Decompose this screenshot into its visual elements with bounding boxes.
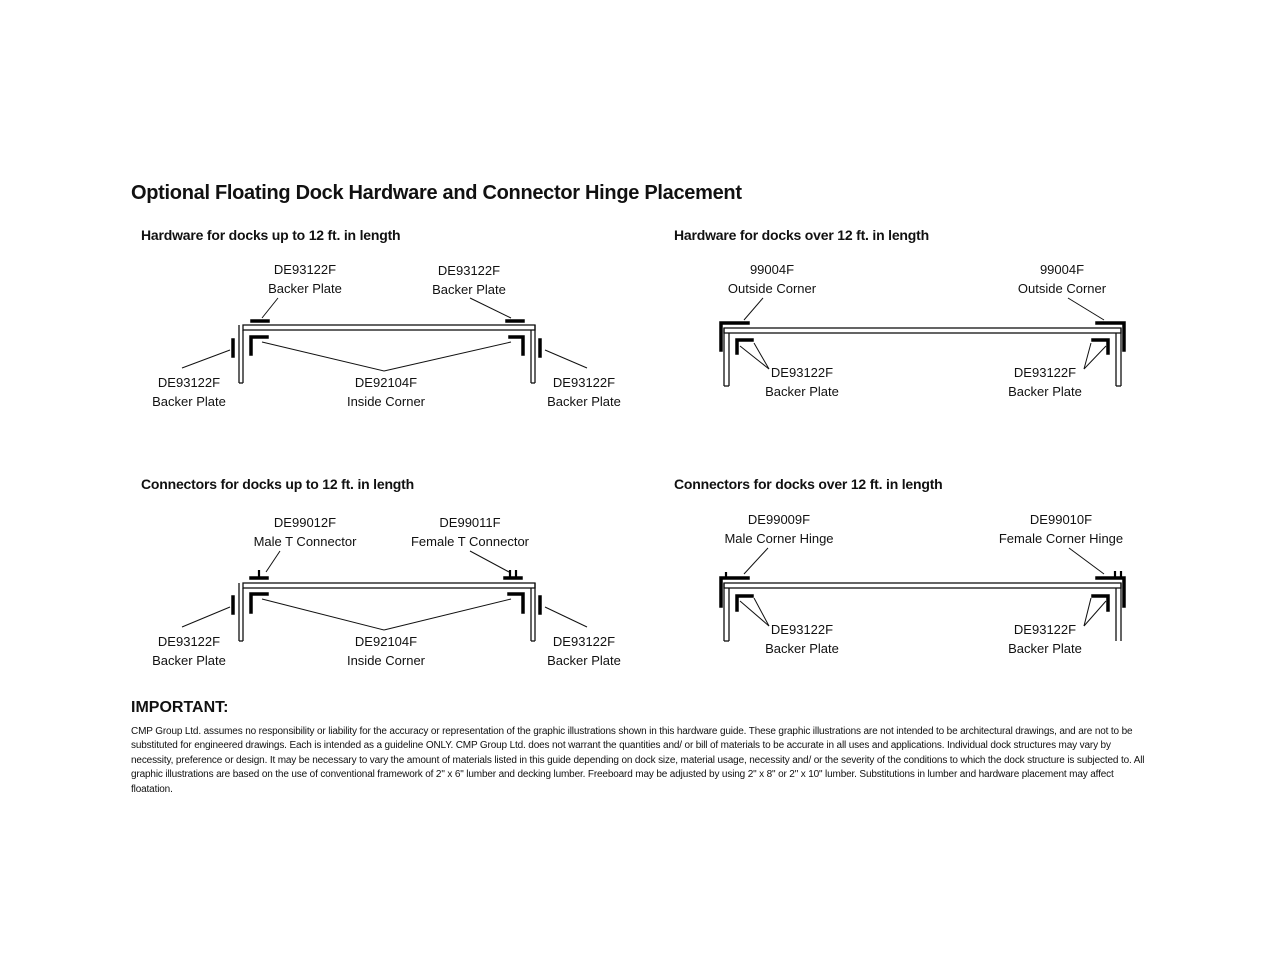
label-top-right-outside-corner — [987, 260, 1137, 298]
outside-corner — [721, 323, 748, 350]
part-code: DE99011F — [439, 515, 501, 530]
label-bottom-left-backer-plate — [727, 620, 877, 658]
label-side-right-backer-plate — [509, 373, 659, 411]
part-name: Backer Plate — [152, 394, 226, 409]
part-name: Inside Corner — [346, 394, 426, 409]
dock-frame-top — [243, 325, 535, 330]
part-code: DE93122F — [552, 375, 616, 390]
label-bottom-right-backer-plate — [970, 620, 1120, 658]
label-inside-corner — [311, 373, 461, 411]
part-code: DE93122F — [157, 634, 221, 649]
label-top-right-backer-plate — [394, 261, 544, 299]
label-inside-corner — [311, 632, 461, 670]
backer-plate — [737, 340, 752, 353]
part-name: Female Corner Hinge — [998, 531, 1124, 546]
part-code: DE93122F — [770, 622, 834, 637]
part-code: DE93122F — [273, 262, 337, 277]
label-female-corner-hinge — [981, 510, 1141, 548]
part-code: DE93122F — [552, 634, 616, 649]
part-code: DE99009F — [747, 512, 811, 527]
inside-corner — [510, 337, 523, 354]
part-name: Male Corner Hinge — [724, 531, 834, 546]
leader-lines — [182, 298, 1106, 630]
subtitle-hardware-short: Hardware for docks up to 12 ft. in length — [141, 227, 401, 243]
part-code: DE99012F — [273, 515, 337, 530]
important-heading: IMPORTANT: — [131, 699, 229, 716]
page-title: Optional Floating Dock Hardware and Connector Hinge Placement — [131, 182, 742, 204]
female-corner-hinge — [1097, 578, 1124, 606]
part-code: DE93122F — [157, 375, 221, 390]
part-code: DE99010F — [1029, 512, 1093, 527]
label-side-left-backer-plate — [114, 632, 264, 670]
part-name: Outside Corner — [727, 281, 817, 296]
part-name: Backer Plate — [432, 282, 506, 297]
part-name: Outside Corner — [1017, 281, 1107, 296]
label-top-left-backer-plate — [230, 260, 380, 298]
part-name: Backer Plate — [547, 394, 621, 409]
subtitle-connectors-short: Connectors for docks up to 12 ft. in length — [141, 476, 414, 492]
important-disclaimer: CMP Group Ltd. assumes no responsibility or liability for the accuracy or representation of the graphic illustrations shown in this hardware guide. These graphic illustrations are not intended to be architectural drawings, and are not to be substituted for engineered drawings. Each is intended as a guideline ONLY. CMP Group Ltd. does not warrant the quantities and/ or bill of materials to be accurate in all uses and applications. Individual dock structures may vary by necessity, preference or design. It may be necessary to vary the amount of materials listed in this guide depending on dock size, material usage, necessity and/ or the severity of the conditions to which the dock structure is subjected to. All graphic illustrations are based on the use of conventional framework of 2" x 6" lumber and decking lumber. Freeboard may be adjusted by using 2" x 8" or 2" x 10" lumber. Substitutions in lumber and hardware placement may affect floatation. — [131, 726, 1145, 795]
backer-plate — [737, 596, 752, 610]
label-side-right-backer-plate — [509, 632, 659, 670]
part-code: 99004F — [1039, 262, 1085, 277]
outside-corner — [1097, 323, 1124, 350]
part-name: Backer Plate — [152, 653, 226, 668]
label-female-t-connector — [395, 513, 545, 551]
part-name: Backer Plate — [547, 653, 621, 668]
part-name: Backer Plate — [765, 384, 839, 399]
part-code: DE93122F — [1013, 622, 1077, 637]
subtitle-hardware-long: Hardware for docks over 12 ft. in length — [674, 227, 929, 243]
part-name: Backer Plate — [268, 281, 342, 296]
subtitle-connectors-long: Connectors for docks over 12 ft. in length — [674, 476, 943, 492]
label-male-t-connector — [230, 513, 380, 551]
label-bottom-right-backer-plate — [970, 363, 1120, 401]
part-name: Male T Connector — [253, 534, 357, 549]
part-code: DE92104F — [354, 634, 418, 649]
male-corner-hinge — [721, 578, 748, 606]
inside-corner — [251, 594, 267, 612]
connector-pins — [259, 570, 1121, 578]
part-code: DE93122F — [437, 263, 501, 278]
part-code: DE92104F — [354, 375, 418, 390]
part-name: Backer Plate — [765, 641, 839, 656]
part-code: DE93122F — [1013, 365, 1077, 380]
label-bottom-left-backer-plate — [727, 363, 877, 401]
inside-corner — [509, 594, 523, 612]
part-code: 99004F — [749, 262, 795, 277]
label-top-left-outside-corner — [697, 260, 847, 298]
part-name: Female T Connector — [410, 534, 530, 549]
label-male-corner-hinge — [704, 510, 854, 548]
label-side-left-backer-plate — [114, 373, 264, 411]
part-name: Inside Corner — [346, 653, 426, 668]
inside-corner — [251, 337, 267, 354]
part-name: Backer Plate — [1008, 384, 1082, 399]
part-code: DE93122F — [770, 365, 834, 380]
part-name: Backer Plate — [1008, 641, 1082, 656]
